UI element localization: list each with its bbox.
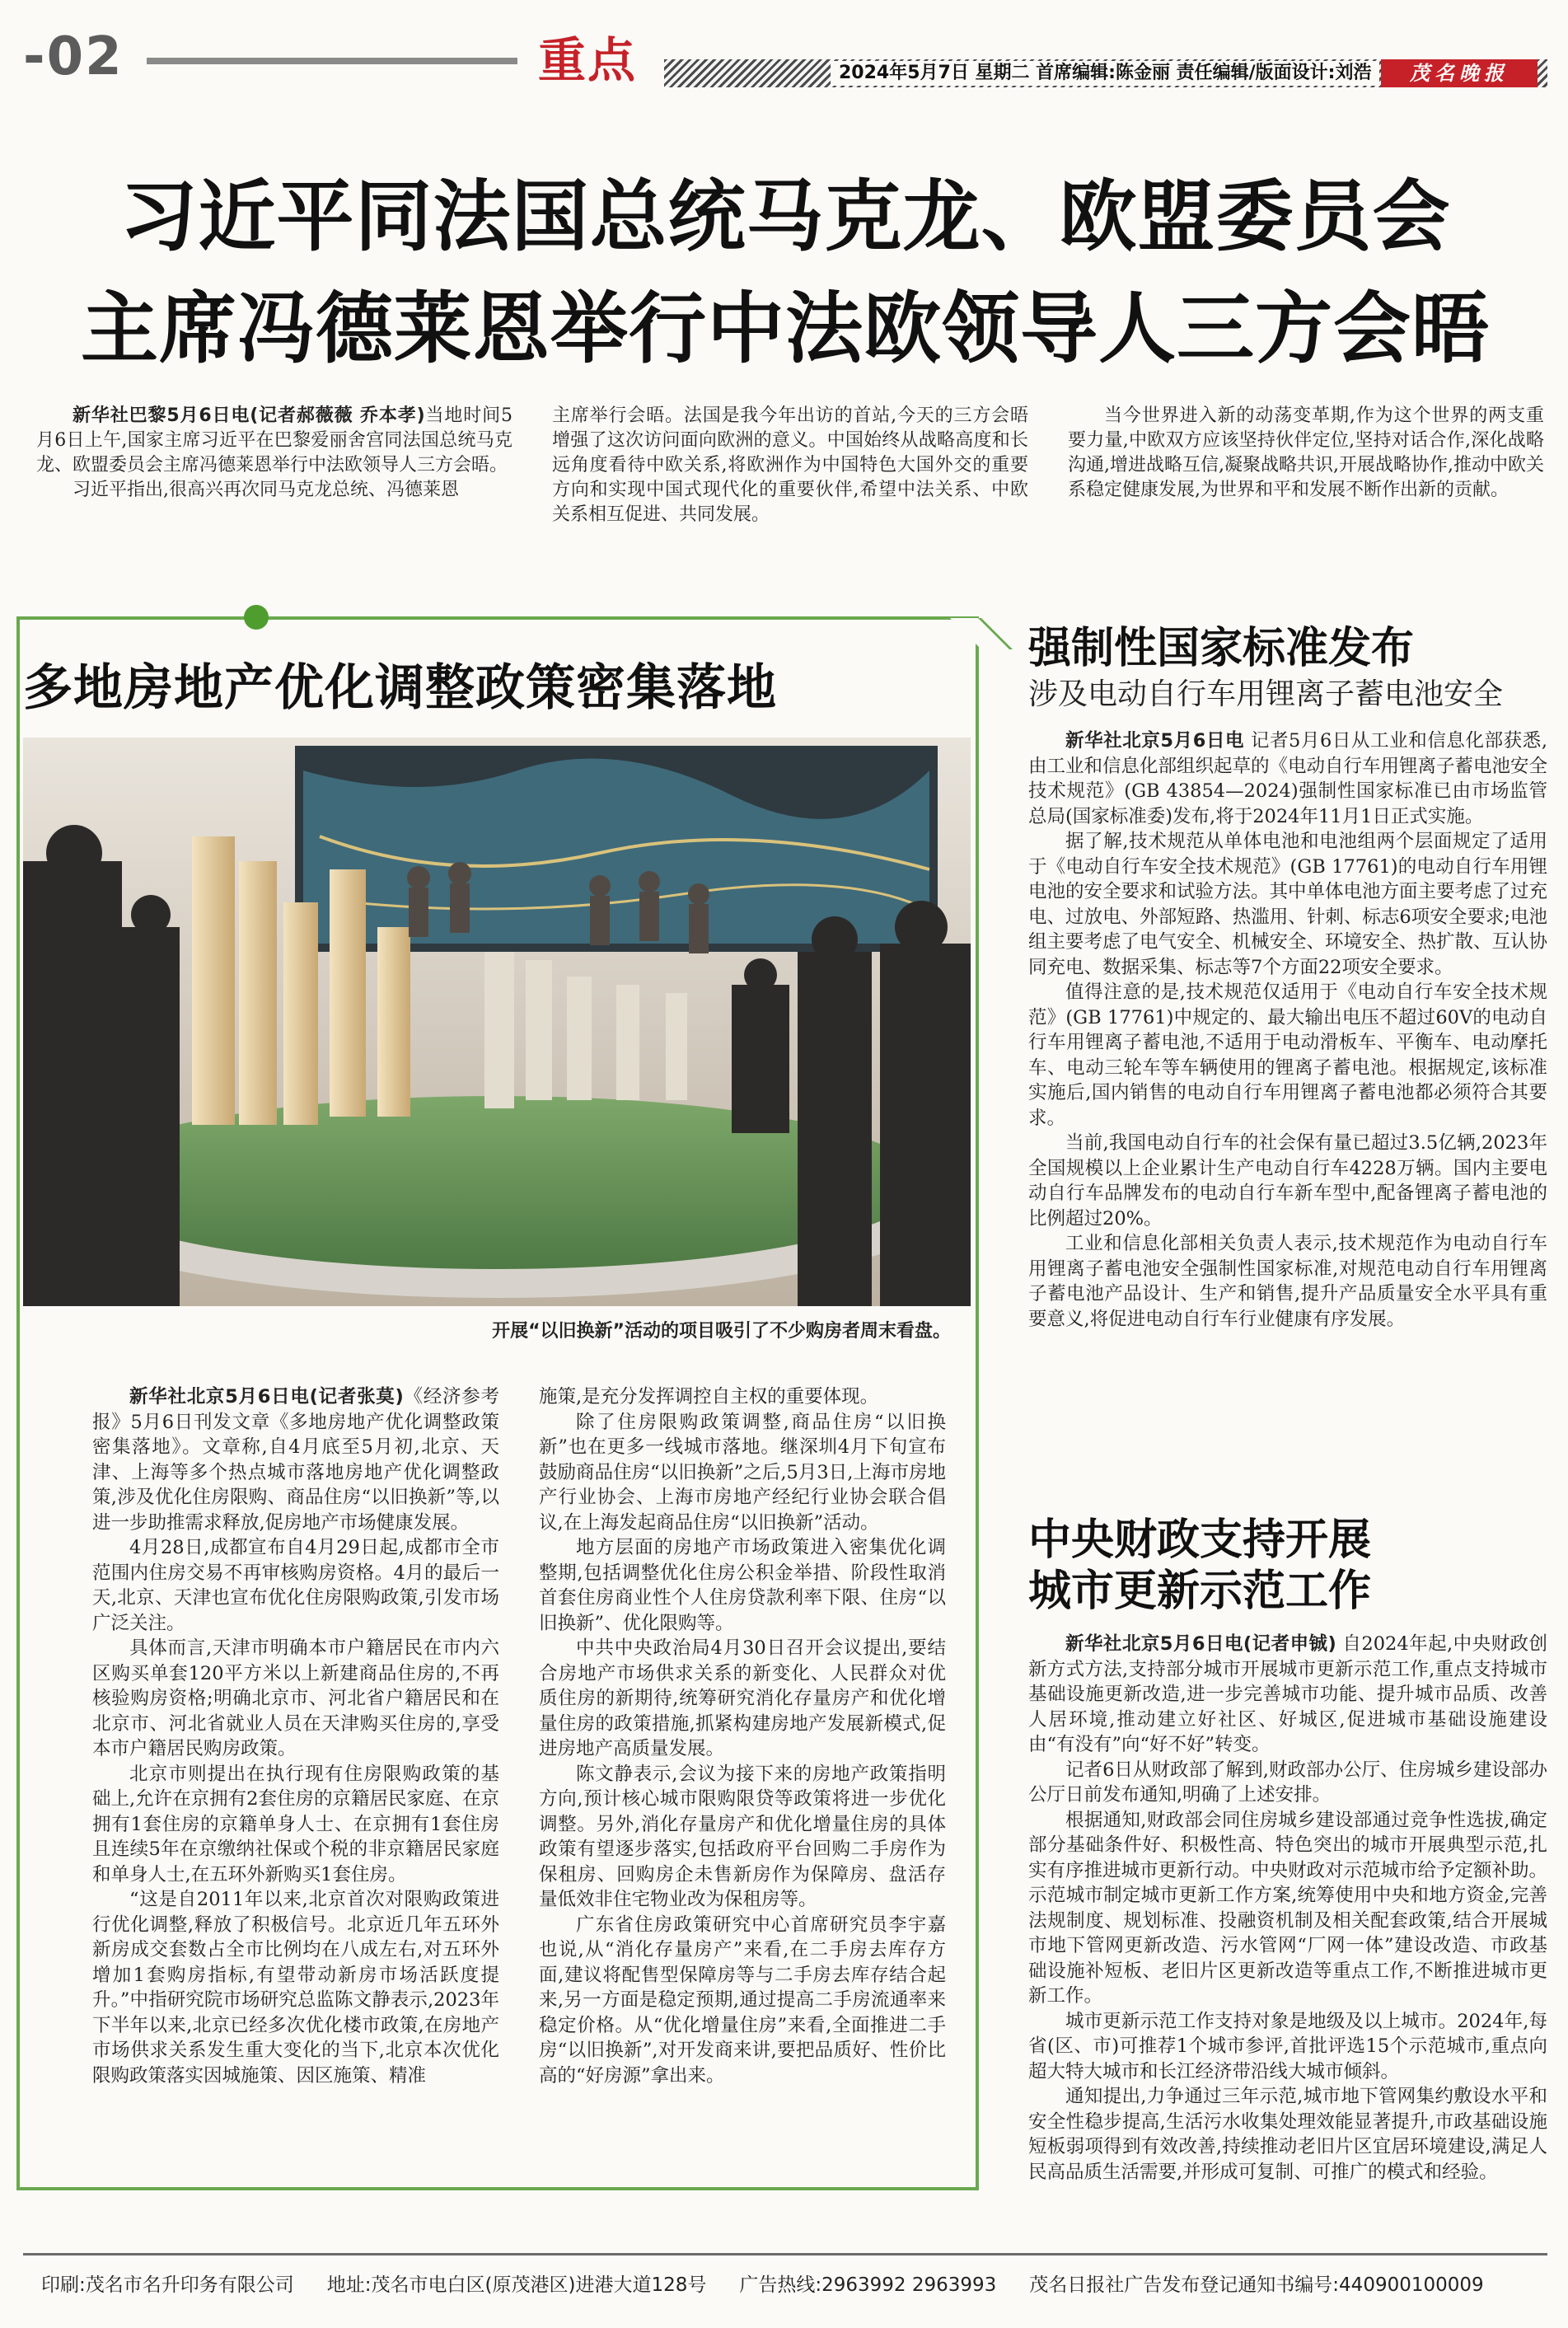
article-paragraph: 《经济参考报》5月6日刊发文章《多地房地产优化调整政策密集落地》。文章称,自4月底至5月初,北京、天津、上海等多个热点城市落地房地产优化调整政策,涉及优化住房限购、商品住房“以旧换新”等,以进一步助推需求释放,促房地产市场健康发展。	[92, 1386, 499, 1534]
battery-story	[1028, 623, 1547, 1332]
main-headline	[23, 162, 1547, 386]
footer-ad-hotline: 广告热线:2963992 2963993	[739, 2274, 997, 2296]
main-headline-line1: 习近平同法国总统马克龙、欧盟委员会	[119, 172, 1451, 262]
battery-story-subtitle: 涉及电动自行车用锂离子蓄电池安全	[1028, 677, 1504, 711]
footer-address: 地址:茂名市电白区(原茂港区)进港大道128号	[326, 2274, 707, 2296]
urban-title-line1: 中央财政支持开展	[1028, 1515, 1372, 1565]
housing-story-title: 多地房地产优化调整政策密集落地	[23, 659, 777, 717]
urban-renewal-story	[1028, 1515, 1547, 2185]
lead-dateline: 新华社巴黎5月6日电(记者郝薇薇 乔本孝)	[73, 405, 425, 426]
lead-column-3	[1068, 404, 1544, 550]
battery-story-title: 强制性国家标准发布	[1028, 624, 1415, 673]
photo-caption: 开展“以旧换新”活动的项目吸引了不少购房者周末看盘。	[492, 1321, 951, 1342]
article-paragraph: 陈文静表示,会议为接下来的房地产政策指明方向,预计核心城市限购限贷等政策将进一步优化调整。另外,消化存量房产和优化增量住房的具体政策有望逐步落实,包括政府平台回购二手房作为保租房、回购房企未售新房作为保障房、盘活存量低效非住宅物业改为保租房等。	[539, 1763, 946, 1910]
article-paragraph: “这是自2011年以来,北京首次对限购政策进行优化调整,释放了积极信号。北京近几年五环外新房成交套数占全市比例均在八成左右,对五环外增加1套购房指标,有望带动新房市场活跃度提升。”中指研究院市场研究总监陈文静表示,2023年下半年以来,北京已经多次优化楼市政策,在房地产市场供求关系发生重大变化的当下,北京本次优化限购政策落实因城施策、因区施策、精准	[92, 1889, 499, 2087]
main-headline-line2: 主席冯德莱恩举行中法欧领导人三方会晤	[80, 284, 1490, 374]
article-paragraph: 广东省住房政策研究中心首席研究员李宇嘉也说,从“消化存量房产”来看,在二手房去库存方面,建议将配售型保障房等与二手房去库存结合起来,另一方面是稳定预期,通过提高二手房流通率来稳定价格。从“优化增量住房”来看,全面推进二手房“以旧换新”,对开发商来讲,要把品质好、性价比高的“好房源”拿出来。	[539, 1913, 946, 2087]
article-paragraph: 北京市则提出在执行现有住房限购政策的基础上,允许在京拥有2套住房的京籍居民家庭、在京拥有1套住房的京籍单身人士、在京拥有1套住房且连续5年在京缴纳社保或个税的非京籍居民家庭和单身人士,在五环外新购买1套住房。	[92, 1763, 499, 1885]
lead-paragraph: 主席举行会晤。法国是我今年出访的首站,今天的三方会晤增强了这次访问面向欧洲的意义。中国始终从战略高度和长远角度看待中欧关系,将欧洲作为中国特色大国外交的重要方向和实现中国式现代化的重要伙伴,希望中法关系、中欧关系相互促进、共同发展。	[552, 405, 1028, 525]
urban-story-body	[1028, 1632, 1547, 2185]
paper-logo: 茂名晚报	[1381, 59, 1538, 87]
footer	[41, 2269, 1549, 2297]
urban-dateline: 新华社北京5月6日电(记者申铖)	[1065, 1633, 1336, 1655]
article-paragraph: 城市更新示范工作支持对象是地级及以上城市。2024年,每省(区、市)可推荐1个城市参评,首批评选15个示范城市,重点向超大特大城市和长江经济带沿线大城市倾斜。	[1028, 2010, 1547, 2082]
article-paragraph: 据了解,技术规范从单体电池和电池组两个层面规定了适用于《电动自行车安全技术规范》(GB 17761)的电动自行车用锂电池的安全要求和试验方法。其中单体电池方面主要考虑了过充电、过放电、外部短路、热滥用、针刺、标志6项安全要求;电池组主要考虑了电气安全、机械安全、环境安全、热扩散、互认协同充电、数据采集、标志等7个方面22项安全要求。	[1028, 831, 1548, 978]
article-paragraph: 当前,我国电动自行车的社会保有量已超过3.5亿辆,2023年全国规模以上企业累计生产电动自行车4228万辆。国内主要电动自行车品牌发布的电动自行车新车型中,配备锂离子蓄电池的比例超过20%。	[1028, 1132, 1547, 1230]
news-photo	[23, 738, 971, 1306]
article-paragraph: 根据通知,财政部会同住房城乡建设部通过竞争性选拔,确定部分基础条件好、积极性高、特色突出的城市开展典型示范,扎实有序推进城市更新行动。中央财政对示范城市给予定额补助。示范城市制定城市更新工作方案,统筹使用中央和地方资金,完善法规制度、规划标准、投融资机制及相关配套政策,结合开展城市地下管网更新改造、污水管网“厂网一体”建设改造、市政基础设施补短板、老旧片区更新改造等重点工作,不断推进城市更新工作。	[1028, 1809, 1548, 2007]
article-paragraph: 值得注意的是,技术规范仅适用于《电动自行车安全技术规范》(GB 17761)中规定的、最大输出电压不超过60V的电动自行车用锂离子蓄电池,不适用于电动滑板车、平衡车、电动摩托车、电动三轮车等车辆使用的锂离子蓄电池。根据规定,该标准实施后,国内销售的电动自行车用锂离子蓄电池都必须符合其要求。	[1028, 981, 1547, 1129]
sales-model-photo	[23, 738, 971, 1306]
article-paragraph: 地方层面的房地产市场政策进入密集优化调整期,包括调整优化住房公积金举措、阶段性取消首套住房商业性个人住房贷款利率下限、住房“以旧换新”、优化限购等。	[539, 1537, 946, 1634]
housing-column-1	[92, 1384, 499, 2167]
lead-paragraph: 当地时间5月6日上午,国家主席习近平在巴黎爱丽舍宫同法国总统马克龙、欧盟委员会主席冯德莱恩举行中法欧领导人三方会晤。	[36, 405, 513, 475]
frame-dot-icon	[244, 605, 269, 630]
housing-story-body	[92, 1384, 946, 2167]
urban-story-title	[1028, 1515, 1547, 1617]
page-number: -02	[23, 26, 124, 87]
footer-divider	[23, 2253, 1547, 2255]
article-paragraph: 中共中央政治局4月30日召开会议提出,要结合房地产市场供求关系的新变化、人民群众对优质住房的新期待,统筹研究消化存量房产和优化增量住房的政策措施,抓紧构建房地产发展新模式,促进房地产高质量发展。	[539, 1637, 946, 1759]
section-label: 重点	[537, 32, 637, 88]
lead-column-1	[36, 404, 513, 550]
urban-title-line2: 城市更新示范工作	[1028, 1567, 1372, 1616]
issue-meta: 2024年5月7日 星期二 首席编辑:陈金丽 责任编辑/版面设计:刘浩	[831, 61, 1379, 86]
masthead	[23, 15, 1547, 107]
article-paragraph: 具体而言,天津市明确本市户籍居民在市内六区购买单套120平方米以上新建商品住房的,不再核验购房资格;明确北京市、河北省户籍居民和在北京市、河北省就业人员在天津购买住房的,享受本市户籍居民购房政策。	[92, 1637, 499, 1759]
battery-story-body	[1028, 728, 1547, 1332]
article-paragraph: 记者6日从财政部了解到,财政部办公厅、住房城乡建设部办公厅日前发布通知,明确了上述安排。	[1028, 1759, 1547, 1806]
article-paragraph: 通知提出,力争通过三年示范,城市地下管网集约敷设水平和安全性稳步提高,生活污水收集处理效能显著提升,市政基础设施短板弱项得到有效改善,持续推动老旧片区宜居环境建设,满足人民高品质生活需要,并形成可复制、可推广的模式和经验。	[1028, 2086, 1547, 2183]
lead-story-body	[36, 404, 1544, 550]
footer-printer: 印刷:茂名市名升印务有限公司	[41, 2274, 294, 2296]
article-paragraph: 除了住房限购政策调整,商品住房“以旧换新”也在更多一线城市落地。继深圳4月下旬宣布鼓励商品住房“以旧换新”之后,5月3日,上海市房地产行业协会、上海市房地产经纪行业协会联合倡议,在上海发起商品住房“以旧换新”活动。	[539, 1411, 946, 1534]
article-paragraph: 记者5月6日从工业和信息化部获悉,由工业和信息化部组织起草的《电动自行车用锂离子蓄电池安全技术规范》(GB 43854—2024)强制性国家标准已由市场监管总局(国家标准委)发布,将于2024年11月1日正式实施。	[1028, 730, 1548, 827]
lead-paragraph: 当今世界进入新的动荡变革期,作为这个世界的两支重要力量,中欧双方应该坚持伙伴定位,坚持对话合作,深化战略沟通,增进战略互信,凝聚战略共识,开展战略协作,推动中欧关系稳定健康发展,为世界和平和发展不断作出新的贡献。	[1068, 405, 1544, 500]
article-paragraph: 施策,是充分发挥调控自主权的重要体现。	[539, 1386, 879, 1408]
battery-dateline: 新华社北京5月6日电	[1065, 730, 1245, 752]
housing-dateline: 新华社北京5月6日电(记者张莫)	[129, 1386, 404, 1408]
lead-column-2	[552, 404, 1028, 550]
housing-column-2	[539, 1384, 946, 2167]
lead-paragraph: 习近平指出,很高兴再次同马克龙总统、冯德莱恩	[73, 480, 459, 500]
footer-license: 茂名日报社广告发布登记通知书编号:440900100009	[1029, 2274, 1484, 2296]
article-paragraph: 自2024年起,中央财政创新方式方法,支持部分城市开展城市更新示范工作,重点支持城市基础设施更新改造,进一步完善城市功能、提升城市品质、改善人居环境,推动建立好社区、好城区,促进城市基础设施建设由“有没有”向“好不好”转变。	[1028, 1633, 1547, 1755]
article-paragraph: 4月28日,成都宣布自4月29日起,成都市全市范围内住房交易不再审核购房资格。4月的最后一天,北京、天津也宣布优化住房限购政策,引发市场广泛关注。	[92, 1537, 499, 1634]
masthead-divider	[147, 58, 517, 64]
article-paragraph: 工业和信息化部相关负责人表示,技术规范作为电动自行车用锂离子蓄电池安全强制性国家标准,对规范电动自行车用锂离子蓄电池产品设计、生产和销售,提升产品质量安全水平具有重要意义,将促进电动自行车行业健康有序发展。	[1028, 1233, 1547, 1330]
